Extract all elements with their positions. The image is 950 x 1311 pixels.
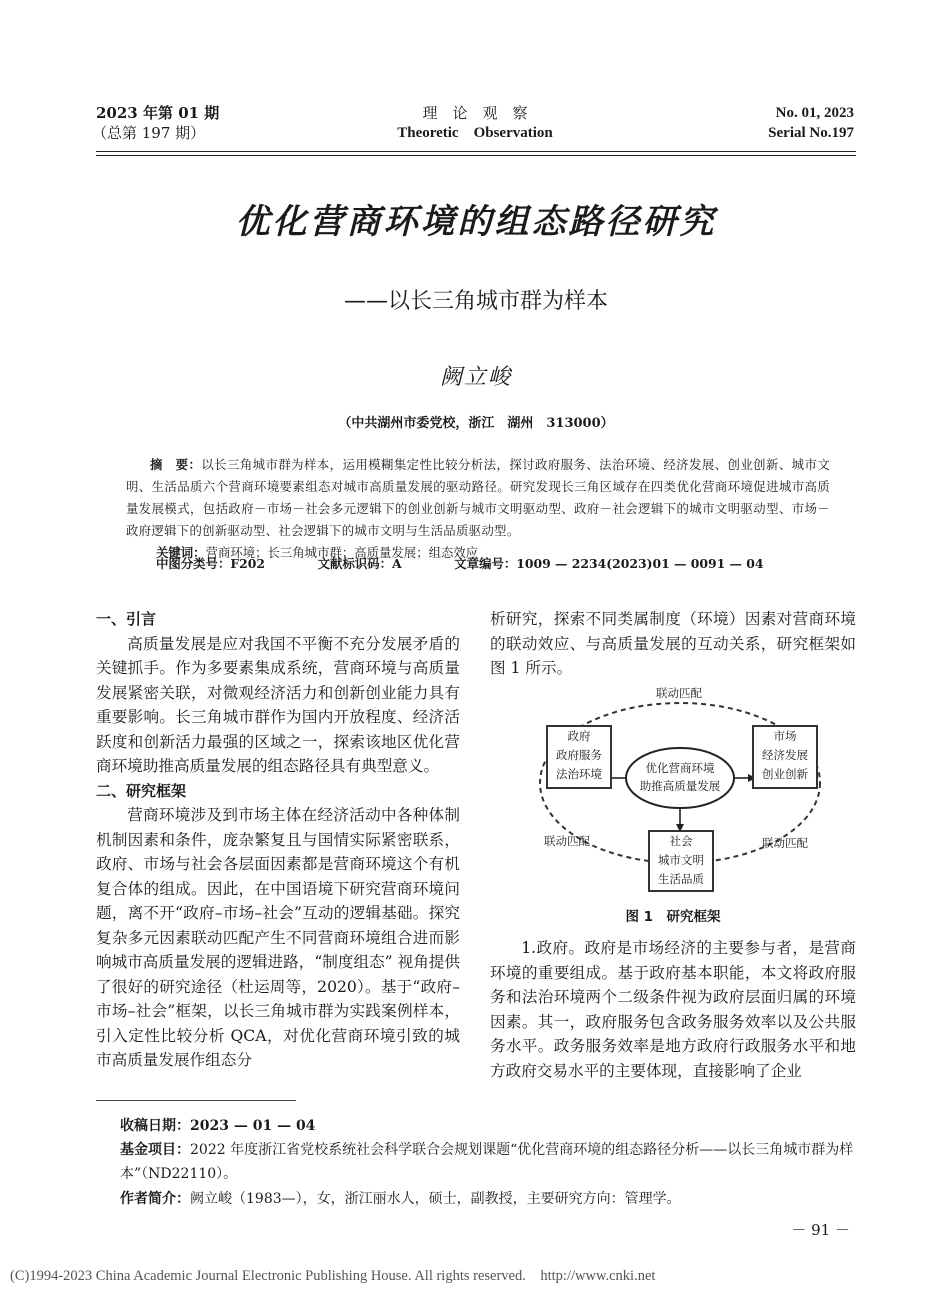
government-title: 政府: [567, 729, 591, 743]
fund-text: 2022 年度浙江省党校系统社会科学联合会规划课题“优化营商环境的组态路径分析——以长三角城市群为样本”（ND22110）。: [120, 1142, 854, 1182]
core-line-1: 优化营商环境: [645, 761, 715, 775]
linkage-label-top: 联动匹配: [656, 686, 702, 700]
serial-number-en: Serial No.197: [768, 125, 854, 141]
header-rule-second: [96, 155, 856, 156]
footnote-fund: [120, 1138, 860, 1186]
market-item-1: 经济发展: [762, 748, 808, 762]
issue-number: 2023 年第 01 期: [96, 104, 220, 122]
received-label: 收稿日期：: [120, 1118, 190, 1134]
core-line-2: 助推高质量发展: [639, 779, 721, 793]
abstract-label: 摘 要：: [150, 457, 202, 472]
left-column: [96, 607, 460, 1073]
serial-issue-number: （总第 197 期）: [92, 124, 206, 142]
society-title: 社会: [669, 834, 693, 848]
paragraph-framework-continued: 析研究，探索不同类属制度（环境）因素对营商环境的联动效应、与高质量发展的互动关系，研究框架如图 1 所示。: [490, 610, 856, 677]
header-rule: [96, 151, 856, 152]
doc-code-value: A: [392, 556, 402, 571]
classification-line: [156, 553, 763, 575]
fund-label: 基金项目：: [120, 1142, 190, 1158]
paragraph-framework: 营商环境涉及到市场主体在经济活动中各种体制机制因素和条件，庞杂繁复且与国情实际紧密联系，政府、市场与社会各层面因素都是营商环境这个有机复合体的组成。因此，在中国语境下研究营商环境问题，离不开“政府–市场–社会”互动的逻辑基础。探究复杂多元因素联动匹配产生不同营商环境组合进而影响城市高质量发展的逻辑进路，“制度组态” 视角提供了很好的研究途径（杜运周等，2020）。基于“政府–市场–社会”框架，以长三角城市群为实践案例样本，引入定性比较分析 QCA，对优化营商环境引致的城市高质量发展作组态分: [96, 806, 460, 1069]
keywords-label: 关键词：: [156, 545, 206, 560]
figure-caption: 图 1 研究框架: [625, 909, 721, 925]
received-date: 2023 — 01 — 04: [190, 1118, 316, 1134]
footnote-received: [120, 1114, 860, 1138]
author-bio-text: 阙立峻（1983—），女，浙江丽水人，硕士，副教授，主要研究方向：管理学。: [190, 1191, 681, 1207]
journal-name-en: Theoretic Observation: [397, 125, 553, 141]
article-title: 优化营商环境的组态路径研究: [235, 202, 717, 242]
figure-research-framework: [490, 680, 856, 925]
linkage-label-right: 联动匹配: [762, 836, 808, 850]
society-item-1: 城市文明: [658, 853, 704, 867]
right-column-bottom: [490, 936, 856, 1083]
paragraph-intro: 高质量发展是应对我国不平衡不充分发展矛盾的关键抓手。作为多要素集成系统，营商环境与高质量发展紧密关联，对微观经济活力和创新创业能力具有重要影响。长三角城市群作为国内开放程度、经济活跃度和创新活力最强的区域之一，探索该地区优化营商环境助推高质量发展的组态路径具有典型意义。: [96, 634, 460, 775]
section-heading-intro: 一、引言: [96, 610, 157, 628]
right-column-top: [490, 607, 856, 681]
paragraph-government: 1.政府。政府是市场经济的主要参与者，是营商环境的重要组成。基于政府基本职能，本文将政府服务和法治环境两个二级条件视为政府层面归属的环境因素。其一，政府服务包含政务服务效率以及公共服务水平。政务服务效率是地方政府行政服务水平和地方政府交易水平的主要体现，直接影响了企业: [490, 939, 856, 1080]
footnote-rule: [96, 1100, 296, 1101]
government-item-2: 法治环境: [556, 767, 602, 781]
journal-name-cn: 理 论 观 察: [422, 104, 528, 122]
abstract-text: 以长三角城市群为样本，运用模糊集定性比较分析法，探讨政府服务、法治环境、经济发展、创业创新、城市文明、生活品质六个营商环境要素组态对城市高质量发展的驱动路径。研究发现长三角区域存在四类优化营商环境促进城市高质量发展模式，包括政府－市场－社会多元逻辑下的创业创新与城市文明驱动型、政府－社会逻辑下的城市文明驱动型、市场－政府逻辑下的创新驱动型、社会逻辑下的城市文明与生活品质驱动型。: [126, 457, 831, 538]
author-name: 阙立峻: [439, 365, 512, 390]
market-node: [752, 725, 818, 789]
abstract: [126, 454, 830, 542]
keywords-text: 营商环境；长三角城市群；高质量发展；组态效应: [205, 545, 479, 560]
government-item-1: 政府服务: [556, 748, 602, 762]
market-title: 市场: [773, 729, 797, 743]
linkage-label-left: 联动匹配: [544, 834, 590, 848]
author-affiliation: （中共湖州市委党校，浙江 湖州 313000）: [338, 416, 614, 431]
society-node: [648, 830, 714, 892]
core-node: [626, 759, 734, 795]
article-subtitle: ——以长三角城市群为样本: [343, 289, 608, 314]
clc-label: 中图分类号：: [156, 556, 231, 571]
article-number-label: 文章编号：: [454, 556, 517, 571]
copyright-notice: (C)1994-2023 China Academic Journal Electronic Publishing House. All rights reserved. http://www.cnki.net: [10, 1268, 656, 1284]
footnote-author: [120, 1187, 860, 1211]
government-node: [546, 725, 612, 789]
author-bio-label: 作者简介：: [120, 1191, 190, 1207]
society-item-2: 生活品质: [658, 872, 704, 886]
doc-code-label: 文献标识码：: [317, 556, 393, 571]
article-number-value: 1009 — 2234(2023)01 — 0091 — 04: [516, 556, 764, 571]
issue-number-en: No. 01, 2023: [775, 105, 854, 121]
section-heading-framework: 二、研究框架: [96, 781, 187, 800]
market-item-2: 创业创新: [762, 767, 808, 781]
clc-value: F202: [230, 556, 266, 571]
page-number: － 91 －: [791, 1221, 850, 1239]
